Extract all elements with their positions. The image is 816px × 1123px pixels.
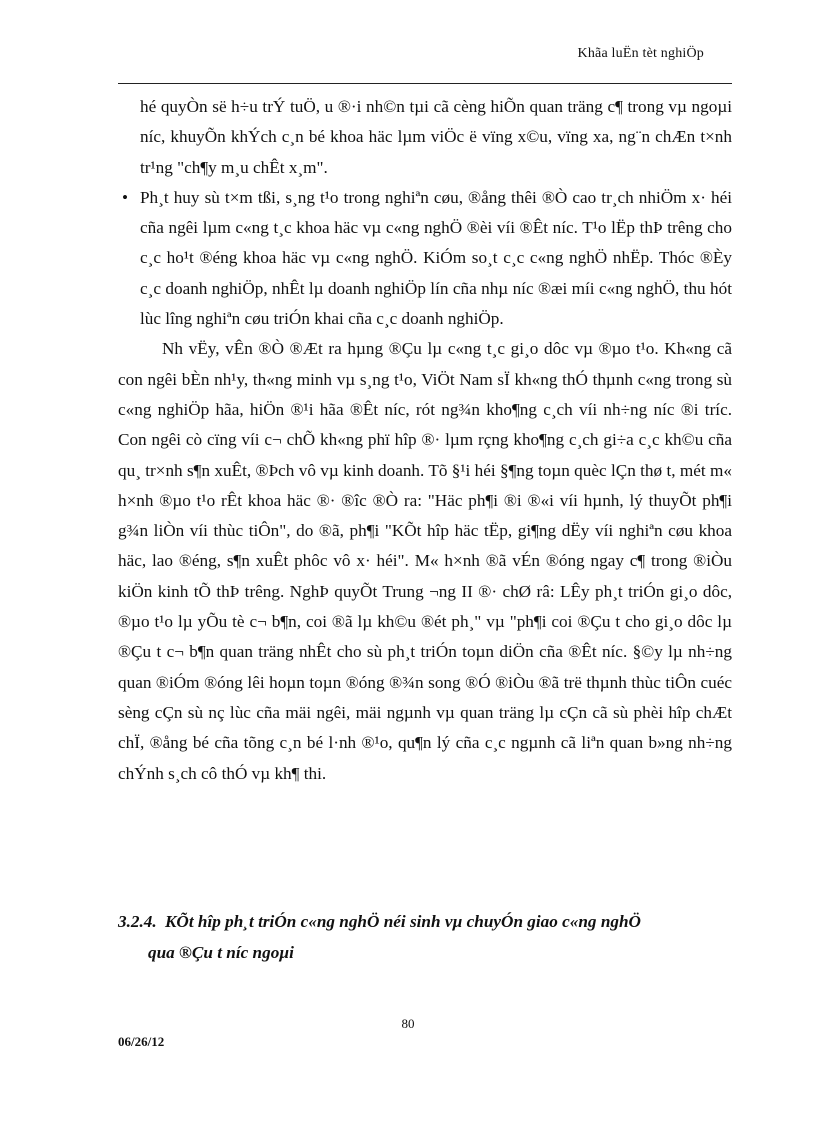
section-title-line1: KÕt hîp ph¸t triÓn c«ng nghÖ néi sinh vµ chuyÓn giao c«ng nghÖ <box>164 912 641 931</box>
section-heading <box>118 906 732 968</box>
bullet-list-item <box>118 183 732 334</box>
bullet-text: Ph¸t huy sù t×m tßi, s¸ng t¹o trong nghiªn cøu, ®ång thêi ®Ò cao tr¸ch nhiÖm x· héi cña ngêi lµm c«ng t¸c khoa häc vµ c«ng nghÖ ®èi víi ®Êt níc. T¹o lËp thÞ trêng cho c¸c ho¹t ®éng khoa häc vµ c«ng nghÖ. KiÓm so¸t c¸c c«ng nghÖ nhËp. Thóc ®Èy c¸c doanh nghiÖp, nhÊt lµ doanh nghiÖp lín cña nhµ níc ®æi míi c«ng nghÖ, thu hót lùc lîng nghiªn cøu triÓn khai cña c¸c doanh nghiÖp. <box>140 187 732 329</box>
main-paragraph: Nh vËy, vÊn ®Ò ®Æt ra hµng ®Çu lµ c«ng t¸c gi¸o dôc vµ ®µo t¹o. Kh«ng cã con ngêi bÈn nh¹y, th«ng minh vµ s¸ng t¹o, ViÖt Nam sÏ kh«ng thÓ thµnh c«ng trong sù c«ng nghiÖp hãa, hiÖn ®¹i hãa ®Êt níc, rót ng¾n kho¶ng c¸ch víi nh÷ng níc ®i tríc. Con ngêi cò cïng víi c¬ chÕ kh«ng phï hîp ®· lµm rçng kho¶ng c¸ch gi÷a c¸c kh©u cña qu¸ tr×nh s¶n xuÊt, ®Þch vô vµ kinh doanh. Tõ §¹i héi §¶ng toµn quèc lÇn thø t, mét m« h×nh ®µo t¹o rÊt khoa häc ®· ®îc ®Ò ra: "Häc ph¶i ®i ®«i víi hµnh, lý thuyÕt ph¶i g¾n liÒn víi thùc tiÔn", do ®ã, ph¶i "KÕt hîp häc tËp, gi¶ng dËy víi nghiªn cøu khoa häc, lao ®éng, s¶n xuÊt phôc vô x· héi". M« h×nh ®ã vÉn ®óng ngay c¶ trong ®iÒu kiÖn kinh tÕ thÞ trêng. NghÞ quyÕt Trung ¬ng II ®· chØ râ: LÊy ph¸t triÓn gi¸o dôc, ®µo t¹o lµ yÕu tè c¬ b¶n, coi ®ã lµ kh©u ®ét ph¸" vµ "ph¶i coi ®Çu t cho gi¸o dôc lµ ®Çu t c¬ b¶n quan träng nhÊt cho sù ph¸t triÓn toµn diÖn cña ®Êt níc. §©y lµ nh÷ng quan ®iÓm ®óng lêi hoµn toµn ®óng ®¾n song ®Ó ®iÒu ®ã trë thµnh thùc tiÔn cuéc sèng cÇn sù nç lùc cña mäi ngêi, mäi ngµnh vµ quan träng lµ cÇn cã sù phèi hîp chÆt chÏ, ®ång bé cña tõng c¸n bé l·nh ®¹o, qu¶n lý cña c¸c ngµnh cã liªn quan b»ng nh÷ng chÝnh s¸ch cô thÓ vµ kh¶ thi. <box>118 339 732 783</box>
section-number: 3.2.4. <box>118 912 157 931</box>
page-header <box>0 46 704 62</box>
bullet-icon: • <box>121 187 129 207</box>
header-title: Khãa luËn tèt nghiÖp <box>577 46 704 61</box>
footer-date: 06/26/12 <box>118 1034 165 1049</box>
header-divider <box>118 83 732 84</box>
continuation-paragraph: hé quyÒn së h÷u trÝ tuÖ, u ®·i nh©n tµi cã cèng hiÕn quan träng c¶ trong vµ ngoµi níc, khuyÕn khÝch c¸n bé khoa häc lµm viÖc ë vïng x©u, vïng xa, ng¨n chÆn t×nh tr¹ng "ch¶y m¸u chÊt x¸m". <box>140 97 732 177</box>
section-title-line2: qua ®Çu t níc ngoµi <box>148 943 294 962</box>
body-text <box>118 92 732 789</box>
page-number: 80 <box>401 1016 415 1031</box>
